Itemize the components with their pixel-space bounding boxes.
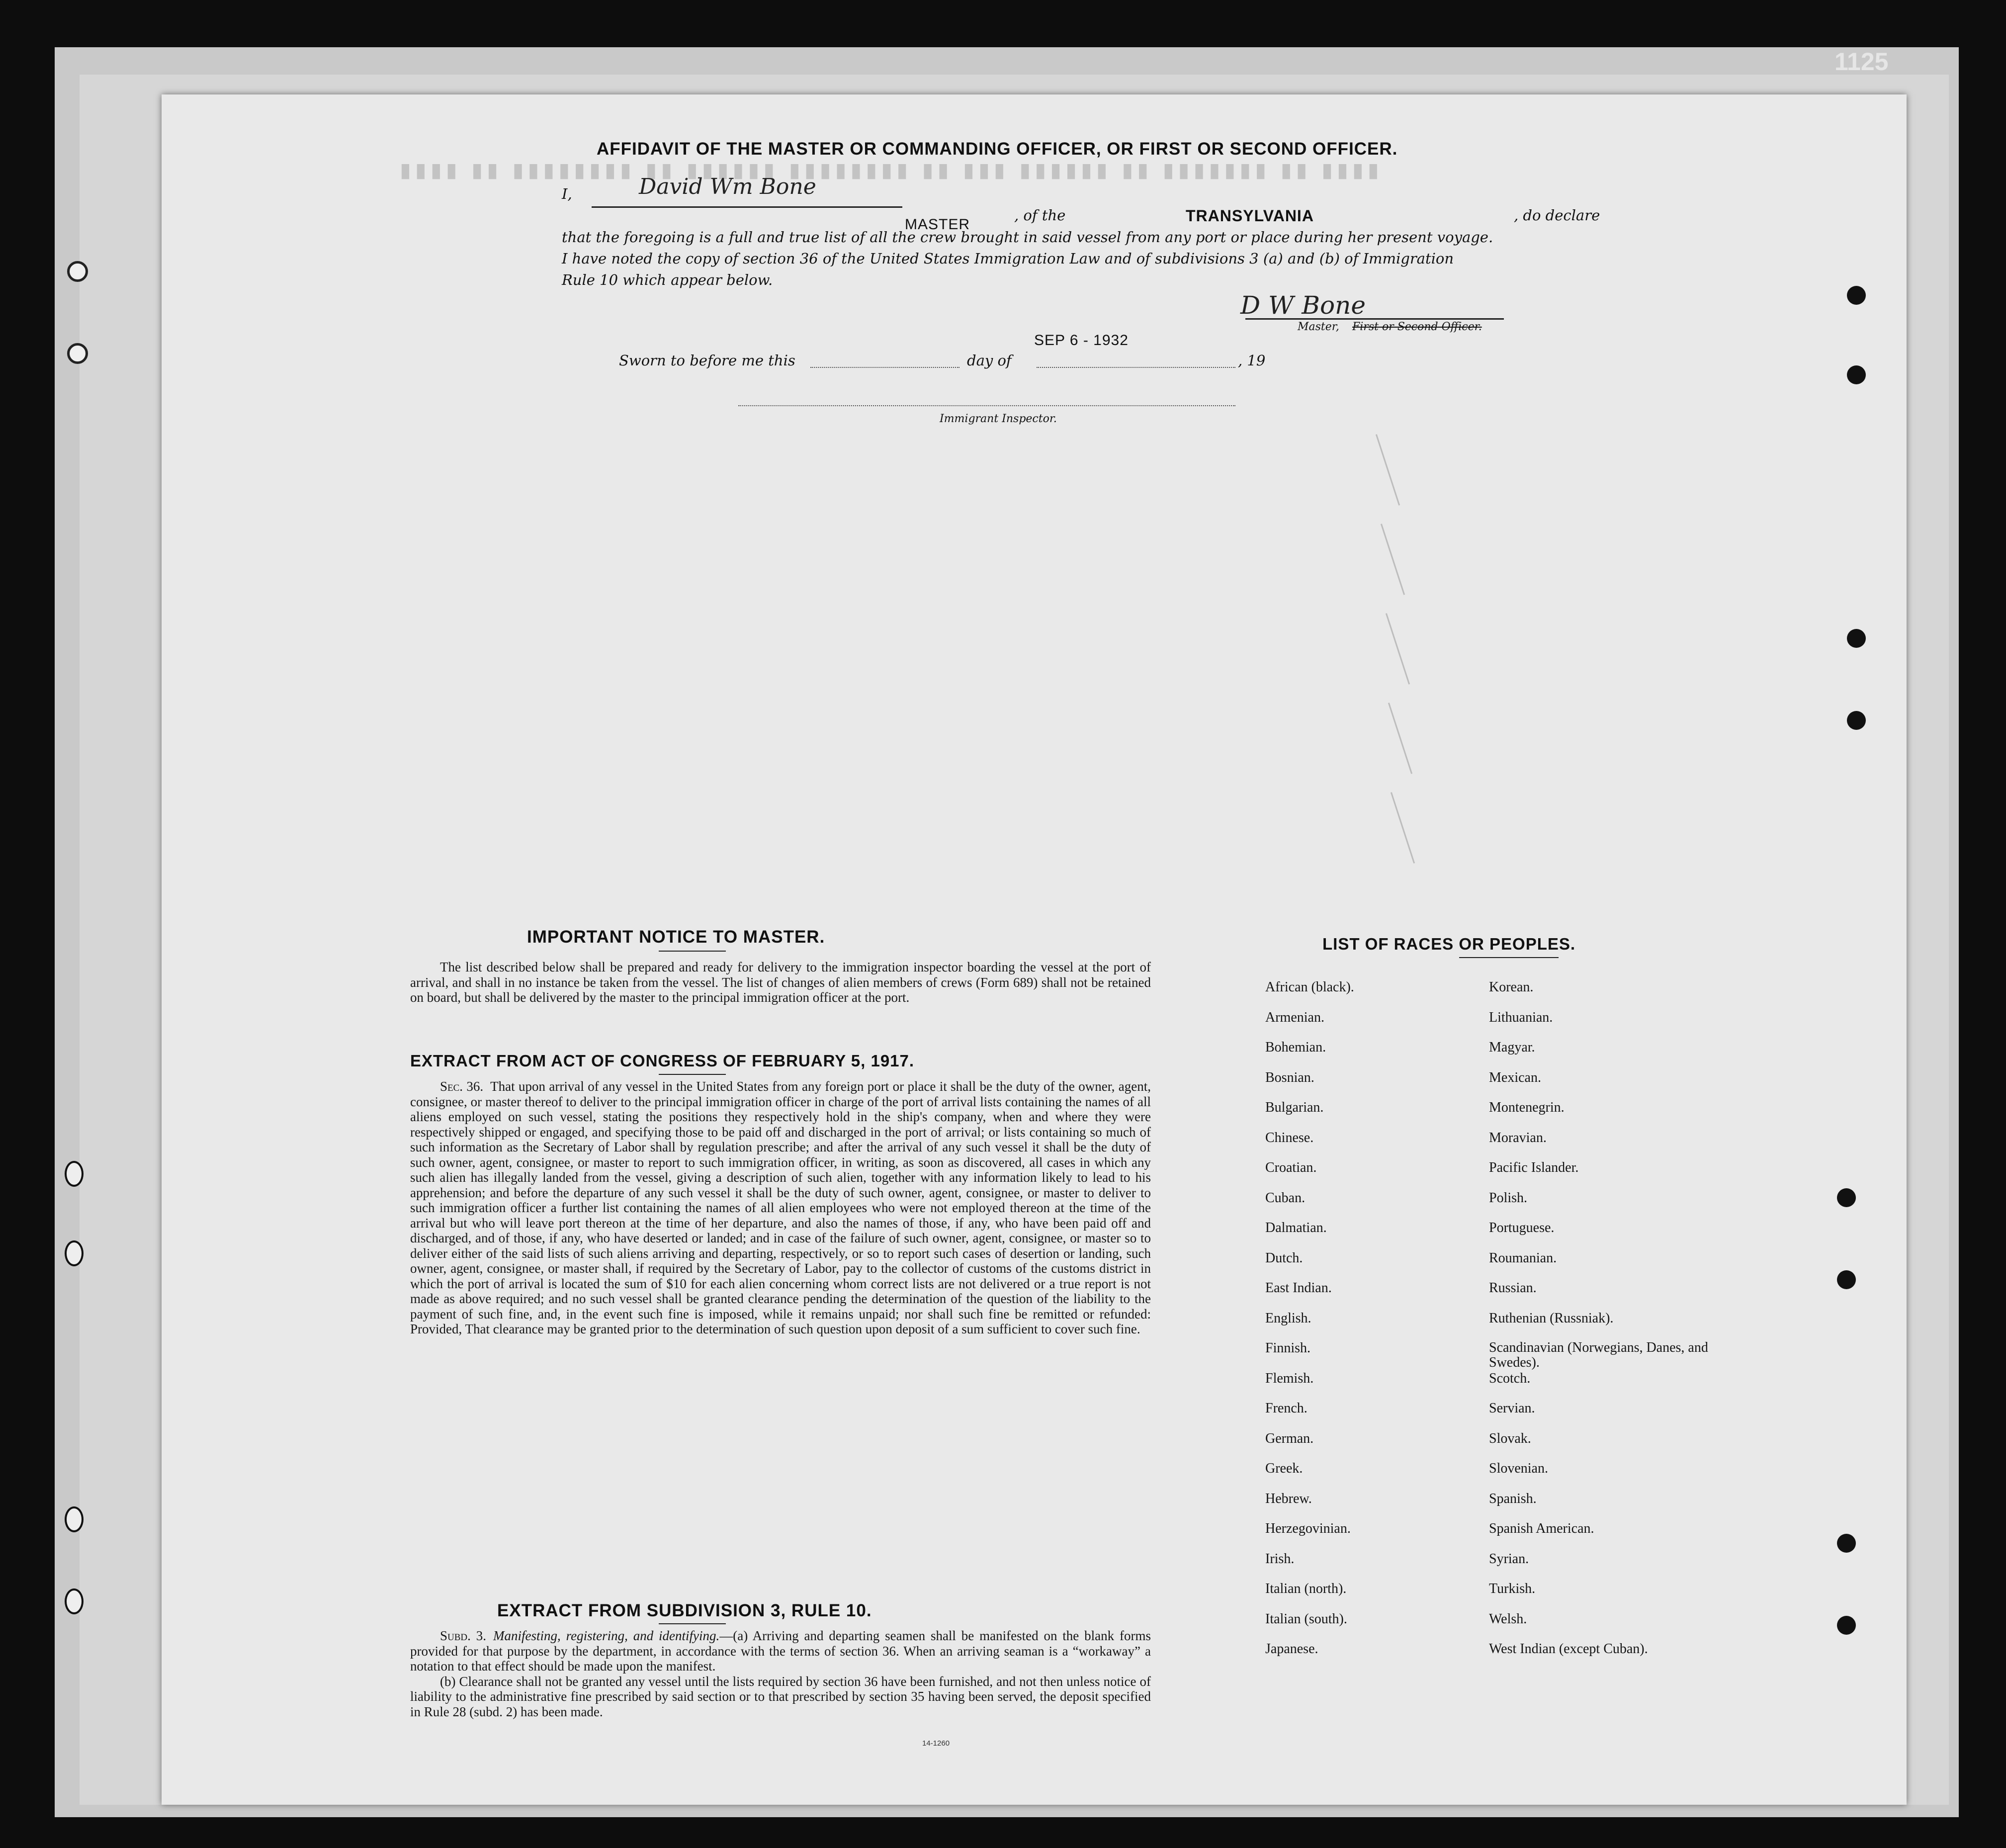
race-entry: African (black).: [1265, 979, 1354, 995]
page-number: 1125: [1834, 48, 1889, 76]
race-entry: French.: [1265, 1401, 1308, 1416]
rank-stamp: MASTER: [905, 216, 970, 233]
race-entry: Moravian.: [1489, 1130, 1547, 1145]
bleed-mark: [1386, 613, 1410, 685]
bleed-mark: [1381, 524, 1405, 595]
affidavit-line-3: I have noted the copy of section 36 of the United States Immigration Law and of subdivisions 3 (a) and (b) of Immigration: [562, 250, 1454, 267]
race-entry: Greek.: [1265, 1461, 1303, 1476]
binder-hole: [65, 1161, 84, 1187]
subdivision-para-a: —(a) Arriving and departing seamen shall be manifested on the blank forms provided for that purpose by the department, in accordance with the terms of section 36. When an arriving seaman is a “workaway” a notation to that effect should be made upon the manifest.: [410, 1628, 1151, 1673]
race-entry: Irish.: [1265, 1551, 1295, 1567]
signature-line: [592, 206, 902, 208]
year-label: , 19: [1238, 352, 1266, 369]
notice-paragraph: The list described below shall be prepared and ready for delivery to the immigration inspector boarding the vessel at the port of arrival, and shall in no instance be taken from the vessel. The list of changes of alien members of crews (Form 689) shall not be retained on board, but shall be delivered by the master to the principal immigration officer at the port.: [410, 960, 1151, 1005]
of-the-label: , of the: [1014, 207, 1066, 224]
race-entry: Dalmatian.: [1265, 1220, 1327, 1235]
binder-hole: [1837, 1270, 1856, 1289]
binder-hole: [1837, 1616, 1856, 1635]
race-entry: Polish.: [1489, 1190, 1528, 1206]
race-entry: Chinese.: [1265, 1130, 1314, 1145]
race-entry: Russian.: [1489, 1280, 1537, 1296]
race-entry: English.: [1265, 1310, 1311, 1326]
master-signature-line: [1245, 318, 1504, 320]
race-entry: Finnish.: [1265, 1340, 1311, 1356]
struck-officer-caption: First or Second Officer.: [1352, 321, 1482, 333]
race-entry: Welsh.: [1489, 1611, 1527, 1627]
race-entry: Spanish.: [1489, 1491, 1537, 1506]
race-entry: Scandinavian (Norwegians, Danes, and Swedes).: [1489, 1340, 1708, 1370]
bleed-mark: [1391, 792, 1415, 864]
notice-title-rule: [659, 951, 726, 952]
race-entry: Scotch.: [1489, 1370, 1531, 1386]
vessel-name-stamp: TRANSYLVANIA: [1186, 207, 1314, 225]
binder-hole: [67, 343, 88, 364]
race-entry: Japanese.: [1265, 1641, 1318, 1657]
binder-hole: [1847, 711, 1866, 730]
race-entry: Montenegrin.: [1489, 1100, 1565, 1115]
race-entry: Spanish American.: [1489, 1521, 1594, 1536]
rule-extract-title: EXTRACT FROM SUBDIVISION 3, RULE 10.: [497, 1601, 872, 1620]
race-entry: Lithuanian.: [1489, 1009, 1553, 1025]
master-signature: David Wm Bone: [639, 174, 816, 199]
race-entry: Roumanian.: [1489, 1250, 1557, 1266]
race-entry: Cuban.: [1265, 1190, 1306, 1206]
subdivision-label: Subd. 3.: [440, 1628, 486, 1643]
binder-hole: [1847, 629, 1866, 648]
subdivision-heading: Manifesting, registering, and identifying.: [493, 1628, 720, 1643]
race-entry: Italian (north).: [1265, 1581, 1347, 1596]
race-entry: Italian (south).: [1265, 1611, 1347, 1627]
binder-hole: [65, 1506, 84, 1532]
binder-hole: [1847, 365, 1866, 384]
race-entry: Ruthenian (Russniak).: [1489, 1310, 1614, 1326]
act-paragraph: That upon arrival of any vessel in the United States from any foreign port or place it shall be the duty of the owner, agent, consignee, or master thereof to deliver to the principal immigration officer in charge of the port of arrival lists containing the names of all aliens employed on such vessel, stating the positions they respectively hold in the ship's company, when and where they were respectively shipped or engaged, and specifying those to be paid off and discharged in the port of arrival; or lists containing so much of such information as the Secretary of Labor shall by regulation prescribe; and after the arrival of any such vessel it shall be the duty of such owner, agent, consignee, or master to report to such immigration officer, in writing, as soon as discovered, all cases in which any such alien has illegally landed from the vessel, giving a description of such alien, together with any information likely to lead to his apprehension; and before the departure of any such vessel it shall be the duty of such owner, agent, consignee, or master to deliver to such immigration officer a further list containing the names of all alien employees who were not employed thereon at the time of the arrival but who will leave port thereon at the time of her departure, and also the names of those, if any, who have been paid off and discharged, and of those, if any, who have deserted or landed; and in case of the failure of such owner, agent, consignee, or master so to deliver either of the said lists of such aliens arriving and departing, respectively, or so to report such cases of desertion or landing, such owner, agent, consignee, or master shall, if required by the Secretary of Labor, pay to the collector of customs of the customs district in which the port of arrival is located the sum of $10 for each alien concerning whom correct lists are not delivered or a true report is not made as above required; and no such vessel shall be granted clearance pending the determination of the question of the liability to the payment of such fine, and, in the event such fine is imposed, while it remains unpaid; nor shall such fine be remitted or refunded: Provided, That clearance may be granted prior to the determination of such question upon deposit of a sum sufficient to cover such fine.: [410, 1079, 1151, 1336]
sworn-day-blank: [810, 367, 959, 368]
rule-title-rule: [659, 1623, 726, 1624]
race-entry: East Indian.: [1265, 1280, 1332, 1296]
binder-hole: [65, 1588, 84, 1614]
master-caption: Master,: [1298, 321, 1339, 333]
sworn-month-blank: [1037, 367, 1235, 368]
races-title-rule: [1459, 957, 1559, 958]
notice-title: IMPORTANT NOTICE TO MASTER.: [527, 927, 825, 947]
affidavit-line-4: Rule 10 which appear below.: [562, 271, 773, 288]
act-title-rule: [659, 1074, 726, 1075]
subdivision-para-b: (b) Clearance shall not be granted any vessel until the lists required by section 36 have been furnished, and not then unless notice of liability to the administrative fine prescribed by said section or to that prescribed by section 35 having been served, the deposit specified in Rule 28 (subd. 2) has been made.: [410, 1673, 1151, 1719]
affidavit-line-2: that the foregoing is a full and true list of all the crew brought in said vessel from any port or place during her present voyage.: [562, 229, 1493, 246]
race-entry: Flemish.: [1265, 1370, 1314, 1386]
race-entry: Dutch.: [1265, 1250, 1303, 1266]
race-entry: Armenian.: [1265, 1009, 1324, 1025]
bleed-mark: [1376, 434, 1400, 506]
inspector-signature-blank: [738, 405, 1235, 406]
binder-hole: [65, 1240, 84, 1266]
race-entry: Croatian.: [1265, 1160, 1317, 1175]
race-entry: Slovak.: [1489, 1430, 1531, 1446]
race-entry: Bohemian.: [1265, 1040, 1326, 1055]
race-entry: Syrian.: [1489, 1551, 1529, 1567]
form-number: 14-1260: [922, 1739, 950, 1748]
race-entry: Bulgarian.: [1265, 1100, 1324, 1115]
affidavit-title: AFFIDAVIT OF THE MASTER OR COMMANDING OFFICER, OR FIRST OR SECOND OFFICER.: [597, 139, 1398, 159]
race-entry: Turkish.: [1489, 1581, 1536, 1596]
race-entry: German.: [1265, 1430, 1314, 1446]
races-right-column: [1489, 979, 1713, 1672]
affidavit-i-label: I,: [562, 185, 572, 202]
race-entry: Korean.: [1489, 979, 1534, 995]
act-extract-title: EXTRACT FROM ACT OF CONGRESS OF FEBRUARY 5, 1917.: [410, 1052, 915, 1070]
master-initials-signature: D W Bone: [1240, 291, 1366, 320]
inspector-caption: Immigrant Inspector.: [940, 413, 1057, 425]
bleed-mark: [1388, 703, 1412, 774]
day-of-label: day of: [967, 352, 1012, 369]
race-entry: West Indian (except Cuban).: [1489, 1641, 1648, 1657]
race-entry: Magyar.: [1489, 1040, 1535, 1055]
race-entry: Pacific Islander.: [1489, 1160, 1579, 1175]
sworn-label: Sworn to before me this: [619, 352, 795, 369]
race-entry: Slovenian.: [1489, 1461, 1548, 1476]
race-entry: Hebrew.: [1265, 1491, 1312, 1506]
race-entry: Bosnian.: [1265, 1069, 1314, 1085]
rule-extract-text: [410, 1628, 1151, 1719]
race-entry: Portuguese.: [1489, 1220, 1555, 1235]
race-entry: Servian.: [1489, 1401, 1535, 1416]
races-title: LIST OF RACES OR PEOPLES.: [1322, 935, 1576, 953]
binder-hole: [1837, 1534, 1856, 1553]
date-stamp: SEP 6 - 1932: [1034, 332, 1129, 349]
manifest-page: [162, 94, 1907, 1805]
race-entry: Mexican.: [1489, 1069, 1541, 1085]
binder-hole: [1847, 286, 1866, 305]
do-declare-label: , do declare: [1514, 207, 1600, 224]
section-label: Sec. 36.: [440, 1079, 484, 1094]
binder-hole: [67, 261, 88, 282]
binder-hole: [1837, 1188, 1856, 1207]
race-entry: Herzegovinian.: [1265, 1521, 1351, 1536]
races-left-column: [1265, 979, 1464, 1672]
act-extract-text: [410, 1079, 1151, 1337]
notice-text: [410, 960, 1151, 1005]
bleed-through-heading: ▮▮▮▮ ▮▮ ▮▮▮▮▮▮▮▮ ▮▮ ▮▮▮▮▮▮ ▮▮▮▮▮▮▮▮ ▮▮ ▮▮▮ ▮▮▮▮▮▮ ▮▮ ▮▮▮▮▮▮▮ ▮▮ ▮▮▮▮: [400, 160, 1384, 181]
